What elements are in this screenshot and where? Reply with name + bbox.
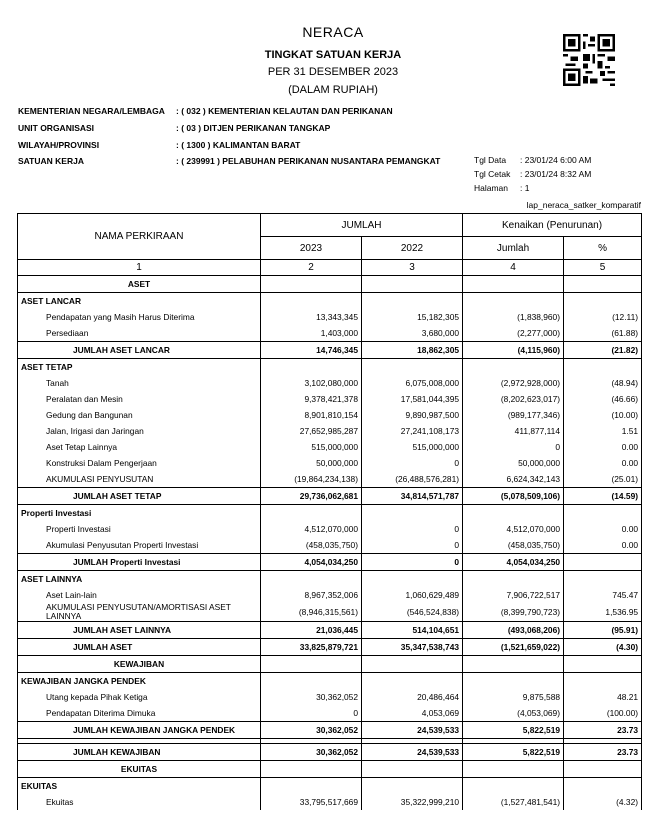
value-2023: 3,102,080,000	[261, 375, 362, 391]
change-amount: 50,000,000	[463, 455, 564, 471]
account-name: Gedung dan Bangunan	[18, 407, 261, 423]
account-name: Peralatan dan Mesin	[18, 391, 261, 407]
table-row	[18, 505, 642, 522]
change-amount	[463, 761, 564, 778]
report-code: lap_neraca_satker_komparatif	[526, 200, 641, 210]
value-2023: 33,795,517,669	[261, 794, 362, 810]
value-2022: 35,347,538,743	[362, 639, 463, 656]
value-2023: 515,000,000	[261, 439, 362, 455]
value-2023: (458,035,750)	[261, 537, 362, 554]
change-amount: 5,822,519	[463, 744, 564, 761]
change-percent: 0.00	[564, 521, 642, 537]
change-percent: (4.32)	[564, 794, 642, 810]
value-2023: 50,000,000	[261, 455, 362, 471]
account-name: Aset Tetap Lainnya	[18, 439, 261, 455]
change-amount: (5,078,509,106)	[463, 488, 564, 505]
account-name: JUMLAH Properti Investasi	[18, 554, 261, 571]
change-amount: (2,972,928,000)	[463, 375, 564, 391]
col-header-account: NAMA PERKIRAAN	[18, 214, 261, 260]
value-2022: 17,581,044,395	[362, 391, 463, 407]
table-row	[18, 622, 642, 639]
value-2022	[362, 505, 463, 522]
table-row	[18, 488, 642, 505]
account-name: EKUITAS	[18, 761, 261, 778]
meta-data-date: Tgl Data : 23/01/24 6:00 AM	[474, 155, 592, 165]
account-name: ASET LANCAR	[18, 293, 261, 310]
table-row	[18, 359, 642, 376]
change-percent: 0.00	[564, 439, 642, 455]
account-name: EKUITAS	[18, 778, 261, 795]
value-2023: 13,343,345	[261, 309, 362, 325]
table-row	[18, 407, 642, 423]
value-2022	[362, 656, 463, 673]
account-name: Aset Lain-lain	[18, 587, 261, 603]
table-row	[18, 794, 642, 810]
table-row	[18, 423, 642, 439]
table-row	[18, 689, 642, 705]
table-row	[18, 603, 642, 622]
account-name: ASET	[18, 276, 261, 293]
value-2023: 33,825,879,721	[261, 639, 362, 656]
value-2023	[261, 359, 362, 376]
account-name: JUMLAH ASET LAINNYA	[18, 622, 261, 639]
col-header-change: Kenaikan (Penurunan)	[463, 214, 642, 237]
change-percent: 48.21	[564, 689, 642, 705]
change-percent: (4.30)	[564, 639, 642, 656]
value-2022: 35,322,999,210	[362, 794, 463, 810]
change-percent: 745.47	[564, 587, 642, 603]
value-2022: 18,862,305	[362, 342, 463, 359]
table-row	[18, 276, 642, 293]
meta-page: Halaman : 1	[474, 183, 530, 193]
change-percent	[564, 359, 642, 376]
doc-title: NERACA	[302, 24, 364, 40]
change-amount: 411,877,114	[463, 423, 564, 439]
account-name: JUMLAH KEWAJIBAN	[18, 744, 261, 761]
value-2023: 27,652,985,287	[261, 423, 362, 439]
account-name: Properti Investasi	[18, 505, 261, 522]
value-2023: (8,946,315,561)	[261, 603, 362, 622]
value-2022	[362, 276, 463, 293]
table-row	[18, 471, 642, 488]
change-percent	[564, 293, 642, 310]
col-number: 4	[463, 260, 564, 276]
value-2022: 4,053,069	[362, 705, 463, 722]
header-work-unit: SATUAN KERJA : ( 239991 ) PELABUHAN PERIKANAN NUSANTARA PEMANGKAT	[18, 156, 441, 166]
change-amount: (458,035,750)	[463, 537, 564, 554]
value-2023: 30,362,052	[261, 722, 362, 739]
change-percent	[564, 656, 642, 673]
change-percent: (61.88)	[564, 325, 642, 342]
account-name: Pendapatan Diterima Dimuka	[18, 705, 261, 722]
account-name: Konstruksi Dalam Pengerjaan	[18, 455, 261, 471]
doc-period: PER 31 DESEMBER 2023	[267, 66, 399, 78]
table-row	[18, 571, 642, 588]
col-number: 2	[261, 260, 362, 276]
table-row	[18, 778, 642, 795]
change-percent	[564, 778, 642, 795]
account-name: JUMLAH ASET	[18, 639, 261, 656]
value-2022: 27,241,108,173	[362, 423, 463, 439]
change-amount: 4,054,034,250	[463, 554, 564, 571]
change-amount: (4,115,960)	[463, 342, 564, 359]
change-amount	[463, 778, 564, 795]
table-row	[18, 537, 642, 554]
account-name: Utang kepada Pihak Ketiga	[18, 689, 261, 705]
change-percent	[564, 571, 642, 588]
value-2023	[261, 571, 362, 588]
value-2023: 4,054,034,250	[261, 554, 362, 571]
value-2023	[261, 505, 362, 522]
change-amount: (1,521,659,022)	[463, 639, 564, 656]
change-amount	[463, 673, 564, 690]
value-2022: 0	[362, 455, 463, 471]
account-name: Akumulasi Penyusutan Properti Investasi	[18, 537, 261, 554]
account-name: Persediaan	[18, 325, 261, 342]
value-2022: 9,890,987,500	[362, 407, 463, 423]
header-region: WILAYAH/PROVINSI : ( 1300 ) KALIMANTAN BARAT	[18, 140, 301, 150]
value-2023	[261, 656, 362, 673]
value-2022: 0	[362, 521, 463, 537]
value-2023: 30,362,052	[261, 744, 362, 761]
table-row	[18, 342, 642, 359]
value-2022	[362, 761, 463, 778]
value-2023: (19,864,234,138)	[261, 471, 362, 488]
value-2022: 515,000,000	[362, 439, 463, 455]
value-2023: 14,746,345	[261, 342, 362, 359]
value-2023: 8,901,810,154	[261, 407, 362, 423]
account-name: JUMLAH KEWAJIBAN JANGKA PENDEK	[18, 722, 261, 739]
change-amount: (989,177,346)	[463, 407, 564, 423]
doc-subtitle: TINGKAT SATUAN KERJA	[264, 49, 402, 61]
table-row	[18, 722, 642, 739]
value-2022	[362, 778, 463, 795]
change-percent: (25.01)	[564, 471, 642, 488]
change-amount: (8,202,623,017)	[463, 391, 564, 407]
change-percent: 23.73	[564, 722, 642, 739]
change-percent: (95.91)	[564, 622, 642, 639]
value-2022: 20,486,464	[362, 689, 463, 705]
table-row	[18, 656, 642, 673]
change-percent: (46.66)	[564, 391, 642, 407]
table-row	[18, 391, 642, 407]
change-amount: (2,277,000)	[463, 325, 564, 342]
value-2023: 1,403,000	[261, 325, 362, 342]
account-name: AKUMULASI PENYUSUTAN/AMORTISASI ASET LAINNYA	[18, 603, 261, 622]
change-amount: 6,624,342,143	[463, 471, 564, 488]
change-percent: 1,536.95	[564, 603, 642, 622]
value-2022	[362, 359, 463, 376]
value-2022: 1,060,629,489	[362, 587, 463, 603]
change-amount	[463, 505, 564, 522]
change-percent: 0.00	[564, 537, 642, 554]
table-row	[18, 293, 642, 310]
account-name: JUMLAH ASET LANCAR	[18, 342, 261, 359]
value-2023: 21,036,445	[261, 622, 362, 639]
change-amount: (8,399,790,723)	[463, 603, 564, 622]
col-header-amount: JUMLAH	[261, 214, 463, 237]
value-2023	[261, 673, 362, 690]
change-amount: 4,512,070,000	[463, 521, 564, 537]
value-2022	[362, 571, 463, 588]
table-row	[18, 587, 642, 603]
change-percent	[564, 761, 642, 778]
change-amount: (4,053,069)	[463, 705, 564, 722]
col-number: 5	[564, 260, 642, 276]
change-amount: (1,838,960)	[463, 309, 564, 325]
table-row	[18, 375, 642, 391]
change-percent: (12.11)	[564, 309, 642, 325]
account-name: Properti Investasi	[18, 521, 261, 537]
change-amount: 0	[463, 439, 564, 455]
value-2023: 9,378,421,378	[261, 391, 362, 407]
header-ministry: KEMENTERIAN NEGARA/LEMBAGA : ( 032 ) KEMENTERIAN KELAUTAN DAN PERIKANAN	[18, 106, 393, 116]
account-name: JUMLAH ASET TETAP	[18, 488, 261, 505]
value-2023	[261, 293, 362, 310]
header-org-unit: UNIT ORGANISASI : ( 03 ) DITJEN PERIKANAN TANGKAP	[18, 123, 331, 133]
change-percent: 1.51	[564, 423, 642, 439]
value-2022	[362, 293, 463, 310]
change-amount	[463, 656, 564, 673]
value-2022: 34,814,571,787	[362, 488, 463, 505]
change-percent: 0.00	[564, 455, 642, 471]
account-name: AKUMULASI PENYUSUTAN	[18, 471, 261, 488]
value-2023: 29,736,062,681	[261, 488, 362, 505]
change-percent: 23.73	[564, 744, 642, 761]
account-name: KEWAJIBAN	[18, 656, 261, 673]
change-percent: (48.94)	[564, 375, 642, 391]
table-row	[18, 554, 642, 571]
value-2023	[261, 778, 362, 795]
account-name: Jalan, Irigasi dan Jaringan	[18, 423, 261, 439]
value-2023: 8,967,352,006	[261, 587, 362, 603]
change-percent	[564, 505, 642, 522]
table-row	[18, 521, 642, 537]
account-name: ASET LAINNYA	[18, 571, 261, 588]
table-row	[18, 325, 642, 342]
change-amount	[463, 571, 564, 588]
qr-code-icon	[563, 34, 615, 86]
value-2022: 24,539,533	[362, 722, 463, 739]
value-2023: 30,362,052	[261, 689, 362, 705]
value-2022: 3,680,000	[362, 325, 463, 342]
account-name: KEWAJIBAN JANGKA PENDEK	[18, 673, 261, 690]
balance-sheet-table	[17, 213, 642, 810]
value-2023: 0	[261, 705, 362, 722]
account-name: ASET TETAP	[18, 359, 261, 376]
table-row	[18, 705, 642, 722]
value-2022: 0	[362, 554, 463, 571]
change-amount: (1,527,481,541)	[463, 794, 564, 810]
change-amount: 7,906,722,517	[463, 587, 564, 603]
change-amount: 5,822,519	[463, 722, 564, 739]
value-2022: 24,539,533	[362, 744, 463, 761]
value-2023	[261, 761, 362, 778]
change-amount: (493,068,206)	[463, 622, 564, 639]
meta-print-date: Tgl Cetak : 23/01/24 8:32 AM	[474, 169, 592, 179]
change-percent	[564, 673, 642, 690]
change-percent: (14.59)	[564, 488, 642, 505]
table-row	[18, 439, 642, 455]
value-2022	[362, 673, 463, 690]
value-2022: (26,488,576,281)	[362, 471, 463, 488]
table-row	[18, 761, 642, 778]
table-row	[18, 744, 642, 761]
change-percent: (21.82)	[564, 342, 642, 359]
change-amount	[463, 293, 564, 310]
col-number: 1	[18, 260, 261, 276]
change-percent	[564, 276, 642, 293]
change-amount: 9,875,588	[463, 689, 564, 705]
col-header-2023: 2023	[261, 237, 362, 260]
value-2022: 0	[362, 537, 463, 554]
value-2022: (546,524,838)	[362, 603, 463, 622]
account-name: Pendapatan yang Masih Harus Diterima	[18, 309, 261, 325]
change-percent: (10.00)	[564, 407, 642, 423]
table-row	[18, 455, 642, 471]
table-row	[18, 639, 642, 656]
value-2023: 4,512,070,000	[261, 521, 362, 537]
table-row	[18, 673, 642, 690]
account-name: Tanah	[18, 375, 261, 391]
account-name: Ekuitas	[18, 794, 261, 810]
col-header-2022: 2022	[362, 237, 463, 260]
col-header-percent: %	[564, 237, 642, 260]
change-amount	[463, 359, 564, 376]
value-2023	[261, 276, 362, 293]
col-number: 3	[362, 260, 463, 276]
value-2022: 15,182,305	[362, 309, 463, 325]
table-row	[18, 309, 642, 325]
value-2022: 6,075,008,000	[362, 375, 463, 391]
col-header-change-amount: Jumlah	[463, 237, 564, 260]
value-2022: 514,104,651	[362, 622, 463, 639]
change-percent	[564, 554, 642, 571]
doc-unit: (DALAM RUPIAH)	[288, 84, 378, 96]
change-percent: (100.00)	[564, 705, 642, 722]
change-amount	[463, 276, 564, 293]
